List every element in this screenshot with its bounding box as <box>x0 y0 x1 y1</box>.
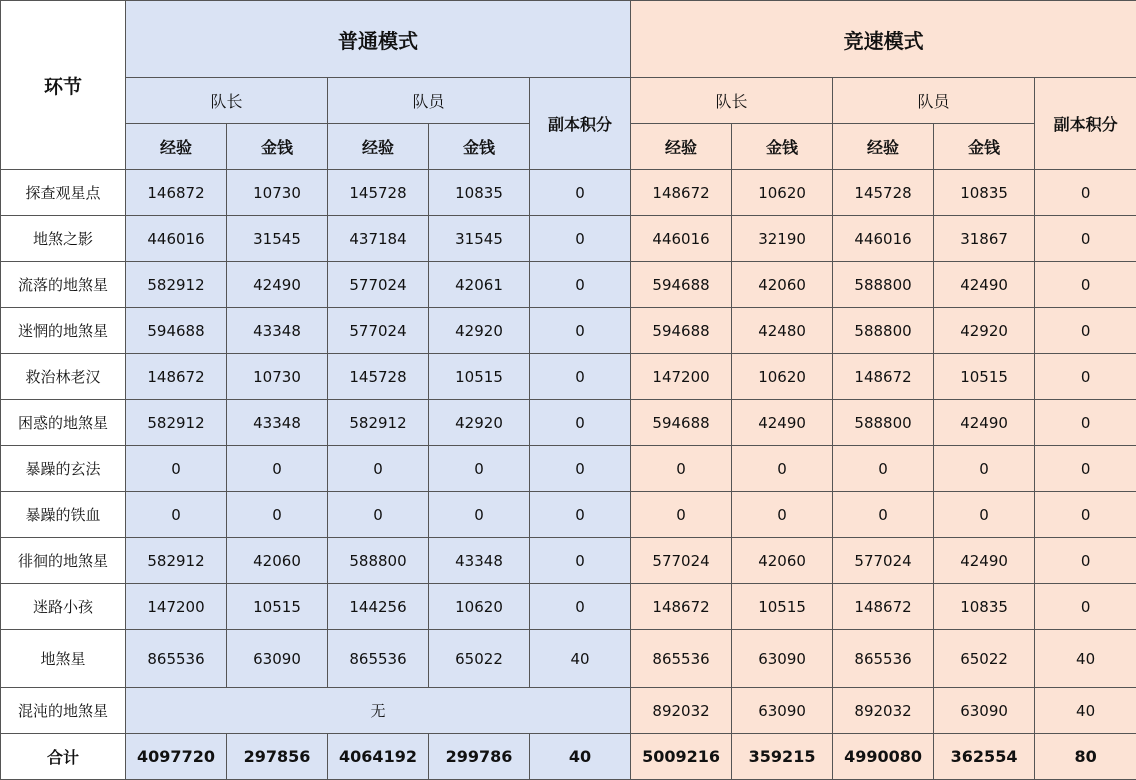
table-row <box>1 262 1136 308</box>
speed-member-money: 0 <box>934 492 1035 538</box>
speed-points: 0 <box>1035 400 1136 446</box>
stage-name: 地煞星 <box>1 630 126 688</box>
normal-captain-exp: 865536 <box>126 630 227 688</box>
speed-captain-money: 42490 <box>732 400 833 446</box>
normal-captain-money: 31545 <box>227 216 328 262</box>
normal-captain-money: 63090 <box>227 630 328 688</box>
speed-member-money: 10515 <box>934 354 1035 400</box>
speed-member-exp: 446016 <box>833 216 934 262</box>
total-speed-captain-money: 359215 <box>732 734 833 780</box>
speed-captain-header: 队长 <box>631 78 833 124</box>
table-row <box>1 308 1136 354</box>
speed-captain-exp: 594688 <box>631 400 732 446</box>
speed-captain-exp-header: 经验 <box>631 124 732 170</box>
speed-captain-money: 0 <box>732 446 833 492</box>
speed-points: 0 <box>1035 354 1136 400</box>
normal-captain-money: 0 <box>227 492 328 538</box>
speed-captain-exp: 594688 <box>631 262 732 308</box>
normal-member-money: 10835 <box>429 170 530 216</box>
normal-points: 0 <box>530 216 631 262</box>
table-row <box>1 492 1136 538</box>
stage-name: 救治林老汉 <box>1 354 126 400</box>
speed-captain-money: 42060 <box>732 262 833 308</box>
normal-points: 0 <box>530 400 631 446</box>
normal-points: 0 <box>530 262 631 308</box>
speed-captain-money: 0 <box>732 492 833 538</box>
stage-name: 混沌的地煞星 <box>1 688 126 734</box>
table-row <box>1 630 1136 688</box>
normal-points: 0 <box>530 354 631 400</box>
normal-points-header: 副本积分 <box>530 78 631 170</box>
normal-captain-exp: 594688 <box>126 308 227 354</box>
normal-points: 0 <box>530 308 631 354</box>
normal-member-exp: 145728 <box>328 170 429 216</box>
normal-captain-exp: 582912 <box>126 538 227 584</box>
speed-points: 40 <box>1035 688 1136 734</box>
stage-column-header: 环节 <box>1 1 126 170</box>
speed-member-exp: 588800 <box>833 400 934 446</box>
normal-member-exp: 577024 <box>328 262 429 308</box>
header-row-mode <box>1 1 1136 78</box>
speed-captain-money: 63090 <box>732 688 833 734</box>
normal-captain-money: 10730 <box>227 170 328 216</box>
header-row-role <box>1 78 1136 124</box>
speed-member-exp: 0 <box>833 446 934 492</box>
speed-member-money: 42490 <box>934 538 1035 584</box>
normal-member-exp: 0 <box>328 492 429 538</box>
normal-captain-exp: 148672 <box>126 354 227 400</box>
speed-points: 0 <box>1035 538 1136 584</box>
normal-captain-exp: 146872 <box>126 170 227 216</box>
normal-member-money: 0 <box>429 492 530 538</box>
normal-member-exp: 145728 <box>328 354 429 400</box>
total-normal-member-money: 299786 <box>429 734 530 780</box>
speed-captain-exp: 577024 <box>631 538 732 584</box>
speed-captain-money: 42060 <box>732 538 833 584</box>
normal-captain-exp: 0 <box>126 492 227 538</box>
normal-member-money: 42061 <box>429 262 530 308</box>
speed-member-money: 42920 <box>934 308 1035 354</box>
normal-member-money: 10515 <box>429 354 530 400</box>
speed-captain-exp: 594688 <box>631 308 732 354</box>
table-row <box>1 170 1136 216</box>
speed-member-header: 队员 <box>833 78 1035 124</box>
normal-member-money: 31545 <box>429 216 530 262</box>
speed-captain-money: 32190 <box>732 216 833 262</box>
speed-mode-header: 竞速模式 <box>631 1 1136 78</box>
speed-points: 0 <box>1035 446 1136 492</box>
normal-captain-exp: 446016 <box>126 216 227 262</box>
normal-captain-money: 10730 <box>227 354 328 400</box>
stage-name: 暴躁的铁血 <box>1 492 126 538</box>
speed-captain-money: 10620 <box>732 170 833 216</box>
normal-member-money: 42920 <box>429 400 530 446</box>
speed-captain-exp: 148672 <box>631 584 732 630</box>
stage-name: 迷路小孩 <box>1 584 126 630</box>
speed-member-exp: 865536 <box>833 630 934 688</box>
normal-points: 0 <box>530 170 631 216</box>
total-label: 合计 <box>1 734 126 780</box>
normal-member-exp: 577024 <box>328 308 429 354</box>
normal-captain-exp: 147200 <box>126 584 227 630</box>
normal-captain-money: 42490 <box>227 262 328 308</box>
speed-member-exp: 148672 <box>833 354 934 400</box>
normal-member-exp: 144256 <box>328 584 429 630</box>
table-row <box>1 216 1136 262</box>
normal-member-exp: 0 <box>328 446 429 492</box>
stage-name: 暴躁的玄法 <box>1 446 126 492</box>
normal-captain-money: 43348 <box>227 308 328 354</box>
normal-points: 0 <box>530 446 631 492</box>
speed-points: 40 <box>1035 630 1136 688</box>
speed-points: 0 <box>1035 216 1136 262</box>
speed-points: 0 <box>1035 584 1136 630</box>
stage-name: 流落的地煞星 <box>1 262 126 308</box>
speed-member-exp: 145728 <box>833 170 934 216</box>
total-speed-points: 80 <box>1035 734 1136 780</box>
total-normal-captain-exp: 4097720 <box>126 734 227 780</box>
normal-captain-exp: 582912 <box>126 262 227 308</box>
stage-name: 迷惘的地煞星 <box>1 308 126 354</box>
normal-captain-money: 0 <box>227 446 328 492</box>
speed-captain-money-header: 金钱 <box>732 124 833 170</box>
stage-name: 徘徊的地煞星 <box>1 538 126 584</box>
speed-member-money: 10835 <box>934 584 1035 630</box>
normal-captain-exp-header: 经验 <box>126 124 227 170</box>
normal-member-money: 42920 <box>429 308 530 354</box>
normal-captain-money: 42060 <box>227 538 328 584</box>
total-speed-member-exp: 4990080 <box>833 734 934 780</box>
speed-member-money: 65022 <box>934 630 1035 688</box>
speed-member-exp: 148672 <box>833 584 934 630</box>
normal-member-money: 0 <box>429 446 530 492</box>
normal-member-money-header: 金钱 <box>429 124 530 170</box>
normal-none-cell: 无 <box>126 688 631 734</box>
speed-captain-exp: 0 <box>631 446 732 492</box>
normal-member-exp: 865536 <box>328 630 429 688</box>
normal-points: 40 <box>530 630 631 688</box>
speed-member-money: 10835 <box>934 170 1035 216</box>
total-normal-member-exp: 4064192 <box>328 734 429 780</box>
total-row <box>1 734 1136 780</box>
table-row <box>1 446 1136 492</box>
speed-member-money: 42490 <box>934 400 1035 446</box>
speed-member-money: 42490 <box>934 262 1035 308</box>
speed-captain-money: 10515 <box>732 584 833 630</box>
normal-captain-money-header: 金钱 <box>227 124 328 170</box>
table-row <box>1 400 1136 446</box>
speed-captain-exp: 0 <box>631 492 732 538</box>
speed-member-exp: 0 <box>833 492 934 538</box>
speed-member-money: 63090 <box>934 688 1035 734</box>
speed-captain-money: 42480 <box>732 308 833 354</box>
total-speed-member-money: 362554 <box>934 734 1035 780</box>
normal-points: 0 <box>530 584 631 630</box>
normal-member-exp-header: 经验 <box>328 124 429 170</box>
speed-member-exp: 577024 <box>833 538 934 584</box>
speed-captain-money: 10620 <box>732 354 833 400</box>
normal-member-exp: 437184 <box>328 216 429 262</box>
speed-captain-exp: 147200 <box>631 354 732 400</box>
speed-points: 0 <box>1035 262 1136 308</box>
speed-member-exp-header: 经验 <box>833 124 934 170</box>
speed-captain-exp: 865536 <box>631 630 732 688</box>
speed-points-header: 副本积分 <box>1035 78 1136 170</box>
normal-mode-header: 普通模式 <box>126 1 631 78</box>
normal-captain-header: 队长 <box>126 78 328 124</box>
speed-member-money: 31867 <box>934 216 1035 262</box>
speed-captain-exp: 446016 <box>631 216 732 262</box>
total-normal-points: 40 <box>530 734 631 780</box>
normal-captain-money: 43348 <box>227 400 328 446</box>
normal-member-money: 10620 <box>429 584 530 630</box>
normal-member-money: 43348 <box>429 538 530 584</box>
speed-member-money-header: 金钱 <box>934 124 1035 170</box>
speed-captain-exp: 892032 <box>631 688 732 734</box>
stage-name: 困惑的地煞星 <box>1 400 126 446</box>
table-row <box>1 584 1136 630</box>
speed-member-money: 0 <box>934 446 1035 492</box>
normal-points: 0 <box>530 538 631 584</box>
normal-points: 0 <box>530 492 631 538</box>
total-normal-captain-money: 297856 <box>227 734 328 780</box>
table-row <box>1 538 1136 584</box>
stage-name: 探查观星点 <box>1 170 126 216</box>
speed-member-exp: 588800 <box>833 308 934 354</box>
speed-points: 0 <box>1035 170 1136 216</box>
speed-captain-exp: 148672 <box>631 170 732 216</box>
normal-captain-exp: 0 <box>126 446 227 492</box>
table-row <box>1 354 1136 400</box>
speed-member-exp: 892032 <box>833 688 934 734</box>
normal-captain-exp: 582912 <box>126 400 227 446</box>
total-speed-captain-exp: 5009216 <box>631 734 732 780</box>
speed-points: 0 <box>1035 492 1136 538</box>
speed-captain-money: 63090 <box>732 630 833 688</box>
stage-name: 地煞之影 <box>1 216 126 262</box>
speed-member-exp: 588800 <box>833 262 934 308</box>
normal-member-money: 65022 <box>429 630 530 688</box>
table-row <box>1 688 1136 734</box>
normal-captain-money: 10515 <box>227 584 328 630</box>
normal-member-exp: 582912 <box>328 400 429 446</box>
normal-member-exp: 588800 <box>328 538 429 584</box>
speed-points: 0 <box>1035 308 1136 354</box>
normal-member-header: 队员 <box>328 78 530 124</box>
